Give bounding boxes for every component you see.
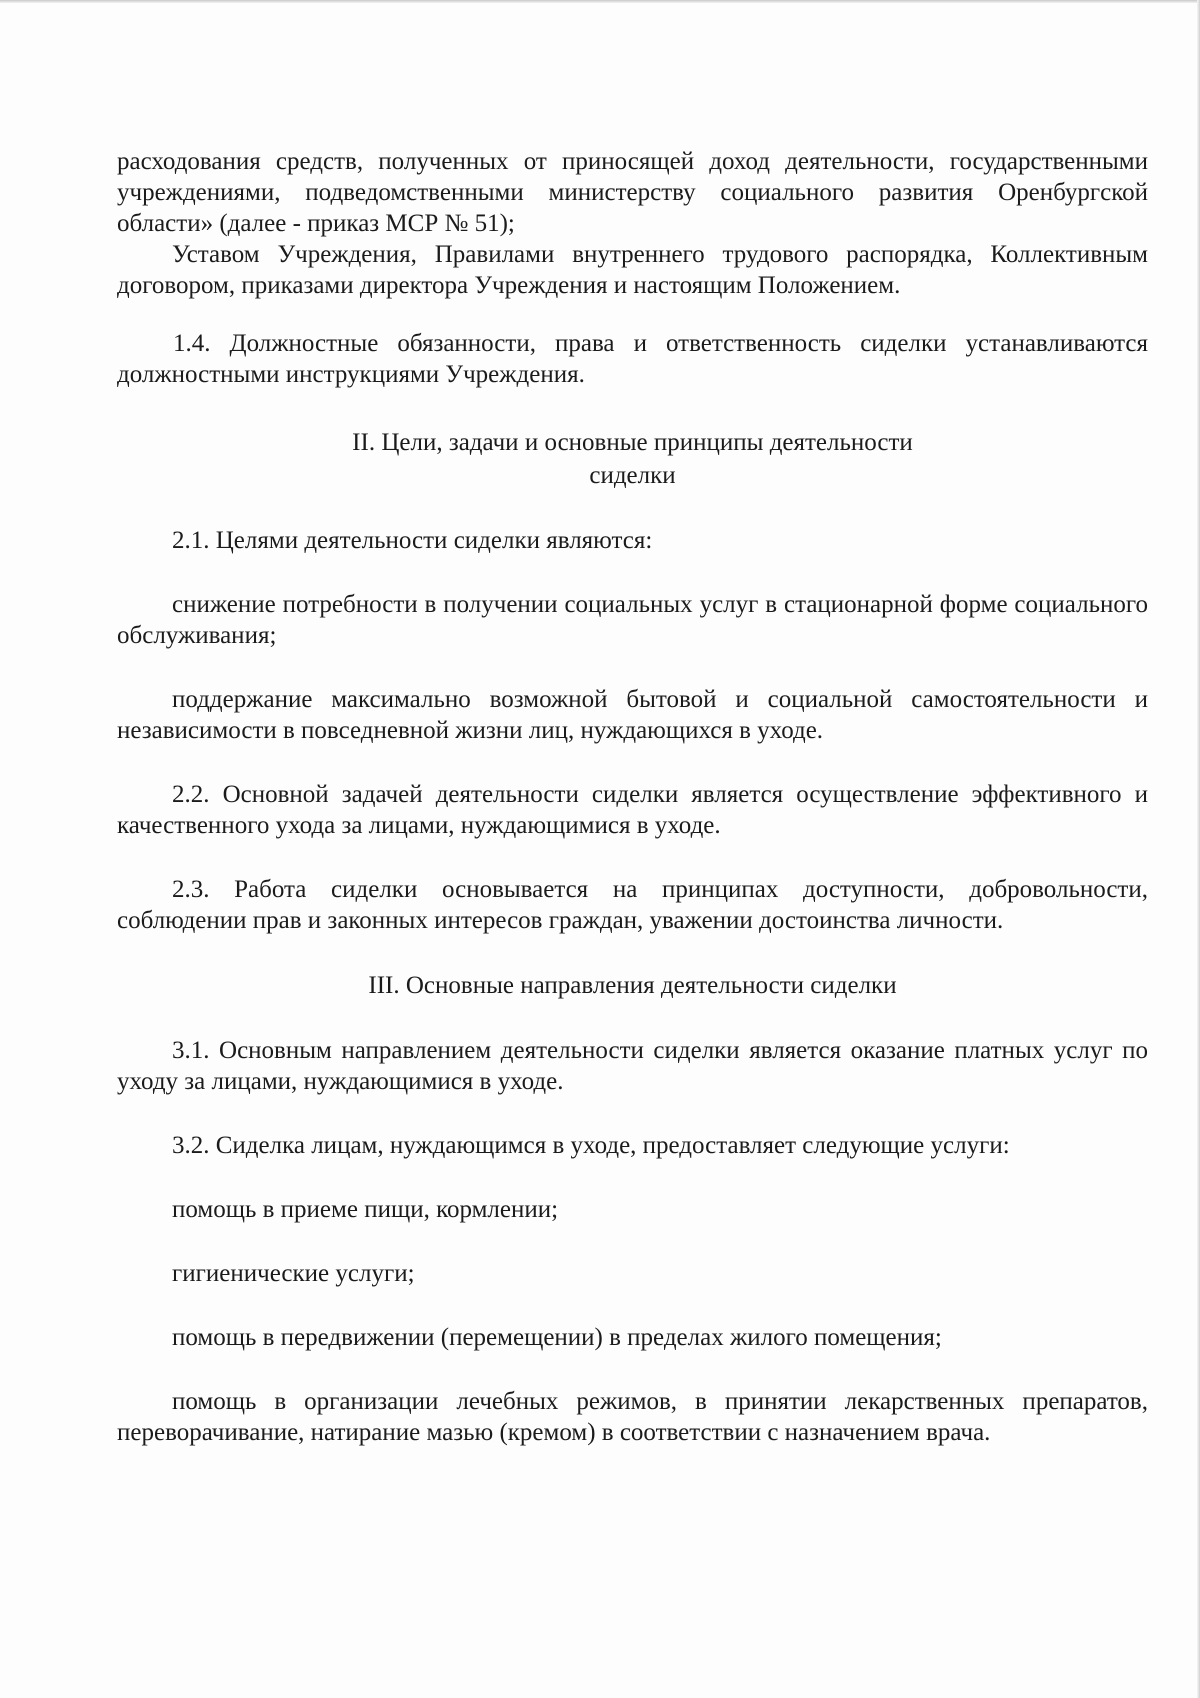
paragraph-3-2-service-d: помощь в организации лечебных режимов, в принятии лекарственных препаратов, переворачивание, натирание мазью (кремом) в соответствии с назначением врача. bbox=[117, 1388, 1148, 1446]
scan-edge-top bbox=[0, 0, 1200, 3]
paragraph-charter: Уставом Учреждения, Правилами внутреннего трудового распорядка, Коллективным договором, приказами директора Учреждения и настоящим Положением. bbox=[117, 241, 1148, 299]
paragraph-3-2: 3.2. Сиделка лицам, нуждающимся в уходе, предоставляет следующие услуги: bbox=[172, 1132, 1010, 1159]
paragraph-2-1-goal-a: снижение потребности в получении социальных услуг в стационарной форме социального обслуживания; bbox=[117, 591, 1148, 649]
paragraph-2-3: 2.3. Работа сиделки основывается на принципах доступности, добровольности, соблюдении прав и законных интересов граждан, уважении достоинства личности. bbox=[117, 876, 1148, 934]
section-3-heading: III. Основные направления деятельности сиделки bbox=[368, 972, 897, 999]
section-2-heading-line1: II. Цели, задачи и основные принципы деятельности bbox=[352, 429, 913, 456]
paragraph-2-2: 2.2. Основной задачей деятельности сиделки является осуществление эффективного и качественного ухода за лицами, нуждающимися в уходе. bbox=[117, 781, 1148, 839]
paragraph-intro-continuation: расходования средств, полученных от приносящей доход деятельности, государственными учреждениями, подведомственными министерству социального развития Оренбургской области» (далее - приказ МСР № 51); bbox=[117, 148, 1148, 237]
paragraph-3-2-service-b: гигиенические услуги; bbox=[172, 1260, 415, 1287]
document-body bbox=[117, 146, 1148, 1448]
paragraph-3-1: 3.1. Основным направлением деятельности сиделки является оказание платных услуг по уходу за лицами, нуждающимися в уходе. bbox=[117, 1037, 1148, 1095]
paragraph-3-2-service-c: помощь в передвижении (перемещении) в пределах жилого помещения; bbox=[172, 1324, 942, 1351]
paragraph-2-1: 2.1. Целями деятельности сиделки являются: bbox=[172, 527, 653, 554]
paragraph-3-2-service-a: помощь в приеме пищи, кормлении; bbox=[172, 1196, 559, 1223]
section-2-heading-line2: сиделки bbox=[589, 462, 676, 489]
section-2-heading bbox=[117, 426, 1148, 492]
paragraph-1-4: 1.4. Должностные обязанности, права и ответственность сиделки устанавливаются должностными инструкциями Учреждения. bbox=[117, 330, 1148, 388]
paragraph-2-1-goal-b: поддержание максимально возможной бытовой и социальной самостоятельности и независимости в повседневной жизни лиц, нуждающихся в уходе. bbox=[117, 686, 1148, 744]
